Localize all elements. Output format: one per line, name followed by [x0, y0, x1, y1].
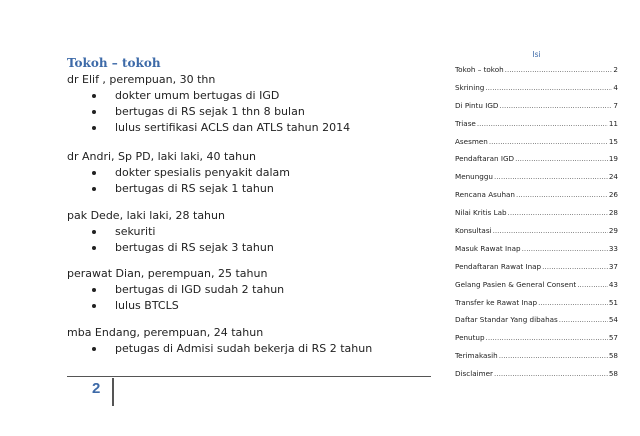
toc-entry[interactable]: Penutup ..... 57 [455, 333, 618, 351]
detail-item: dokter umum bertugas di IGD [92, 88, 350, 104]
detail-item: lulus sertifikasi ACLS dan ATLS tahun 2014 [92, 120, 350, 136]
person-name: dr Elif , perempuan, 30 thn [67, 73, 216, 86]
bullet-icon [92, 187, 96, 191]
section-heading: Tokoh – tokoh [67, 56, 161, 70]
person-name: mba Endang, perempuan, 24 tahun [67, 326, 264, 339]
detail-item: bertugas di IGD sudah 2 tahun [92, 282, 284, 298]
bullet-icon [92, 246, 96, 250]
toc-entry[interactable]: Tokoh – tokoh ..... 2 [455, 65, 618, 83]
person-details [67, 282, 284, 314]
toc-entry[interactable]: Pendaftaran IGD ..... 19 [455, 154, 618, 172]
toc-entry[interactable]: Daftar Standar Yang dibahas ..... 54 [455, 315, 618, 333]
bullet-icon [92, 288, 96, 292]
toc-entry[interactable]: Triase ..... 11 [455, 119, 618, 137]
bullet-icon [92, 110, 96, 114]
toc-entry[interactable]: Nilai Kritis Lab ..... 28 [455, 208, 618, 226]
table-of-contents [455, 50, 618, 387]
person-details [67, 88, 350, 136]
toc-entry[interactable]: Asesmen ..... 15 [455, 137, 618, 155]
person-details [67, 224, 274, 256]
bullet-icon [92, 126, 96, 130]
bullet-icon [92, 347, 96, 351]
bullet-icon [92, 230, 96, 234]
footer-vertical-bar [112, 378, 114, 406]
toc-entry[interactable]: Skrining ..... 4 [455, 83, 618, 101]
page-number: 2 [92, 380, 101, 397]
detail-item: dokter spesialis penyakit dalam [92, 165, 290, 181]
person-entry [67, 208, 274, 256]
toc-entry[interactable]: Menunggu ..... 24 [455, 172, 618, 190]
person-name: dr Andri, Sp PD, laki laki, 40 tahun [67, 150, 257, 163]
toc-entry[interactable]: Pendaftaran Rawat Inap ..... 37 [455, 262, 618, 280]
detail-item: bertugas di RS sejak 1 tahun [92, 181, 290, 197]
bullet-icon [92, 171, 96, 175]
person-entry [67, 325, 372, 357]
person-entry [67, 149, 290, 197]
toc-entry[interactable]: Transfer ke Rawat Inap ..... 51 [455, 298, 618, 316]
person-details [67, 165, 290, 197]
detail-item: bertugas di RS sejak 3 tahun [92, 240, 274, 256]
person-name: pak Dede, laki laki, 28 tahun [67, 209, 225, 222]
bullet-icon [92, 94, 96, 98]
toc-entry[interactable]: Masuk Rawat Inap ..... 33 [455, 244, 618, 262]
detail-item: petugas di Admisi sudah bekerja di RS 2 tahun [92, 341, 372, 357]
person-entry [67, 72, 350, 136]
toc-title: Isi [532, 50, 541, 59]
toc-entry[interactable]: Disclaimer ..... 58 [455, 369, 618, 387]
footer-divider [67, 376, 431, 377]
person-name: perawat Dian, perempuan, 25 tahun [67, 267, 268, 280]
detail-item: sekuriti [92, 224, 274, 240]
toc-entry[interactable]: Gelang Pasien & General Consent ..... 43 [455, 280, 618, 298]
person-details [67, 341, 372, 357]
person-entry [67, 266, 284, 314]
toc-entry[interactable]: Di Pintu IGD ..... 7 [455, 101, 618, 119]
detail-item: bertugas di RS sejak 1 thn 8 bulan [92, 104, 350, 120]
toc-entry[interactable]: Rencana Asuhan ..... 26 [455, 190, 618, 208]
toc-entry[interactable]: Konsultasi ..... 29 [455, 226, 618, 244]
detail-item: lulus BTCLS [92, 298, 284, 314]
toc-entry[interactable]: Terimakasih ..... 58 [455, 351, 618, 369]
bullet-icon [92, 304, 96, 308]
